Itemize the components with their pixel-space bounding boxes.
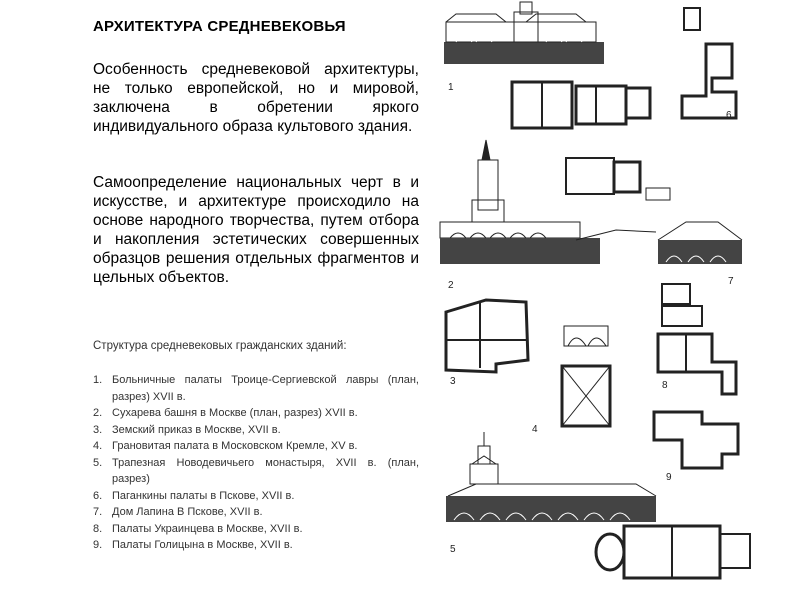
- list-item: [93, 422, 419, 439]
- list-item: [93, 372, 419, 405]
- intro-paragraph: Особенность средневековой архитектуры, не только европейской, но и мировой, заключена в обретении яркого индивидуального образа культового здания.: [93, 61, 419, 135]
- drawing-2-plan: [566, 158, 670, 200]
- label-3: 3: [450, 376, 456, 387]
- drawing-5-plan: [596, 526, 750, 578]
- list-number: 2.: [93, 407, 103, 419]
- drawing-1-section: [444, 2, 604, 93]
- list-number: 5.: [93, 456, 103, 469]
- label-6: 6: [726, 110, 732, 121]
- list-item: [93, 537, 419, 554]
- list-text: Трапезная Новодевичьего монастыря, XVII в. (план, разрез): [112, 456, 419, 485]
- list-number: 7.: [93, 506, 103, 518]
- list-text: Больничные палаты Троице-Сергиевской лавры (план, разрез) XVII в.: [112, 374, 419, 403]
- list-text: Палаты Украинцева в Москве, XVII в.: [112, 522, 303, 535]
- label-2: 2: [448, 280, 454, 291]
- second-paragraph: Самоопределение национальных черт в и искусстве, и архитектуре происходило на основе народного творчества, путем отбора и накопления эстетических совершенных образцов решения отдельных фрагментов и цельных объектов.: [93, 174, 419, 286]
- drawing-7-plan: [662, 284, 702, 326]
- drawing-4-drawings: [532, 326, 610, 435]
- list-item: [93, 455, 419, 488]
- label-1: 1: [448, 82, 454, 93]
- structure-title: Структура средневековых гражданских зданий:: [93, 340, 347, 352]
- list-item: [93, 504, 419, 521]
- label-9: 9: [666, 472, 672, 483]
- label-5: 5: [450, 544, 456, 555]
- list-text: Палаты Голицына в Москве, XVII в.: [112, 539, 293, 551]
- buildings-list: [93, 372, 419, 554]
- list-number: 8.: [93, 522, 103, 535]
- drawing-9-plan: [654, 412, 738, 483]
- label-7: 7: [728, 276, 734, 287]
- architecture-drawings: [436, 0, 766, 600]
- list-text: Дом Лапина В Пскове, XVII в.: [112, 506, 263, 518]
- drawing-7-section: [658, 222, 742, 287]
- list-number: 1.: [93, 374, 103, 386]
- slide-title: АРХИТЕКТУРА СРЕДНЕВЕКОВЬЯ: [93, 18, 346, 35]
- list-number: 3.: [93, 423, 103, 436]
- drawing-8-plan: [658, 334, 736, 394]
- list-number: 4.: [93, 440, 103, 452]
- drawing-6-plan: [682, 8, 736, 121]
- list-text: Паганкины палаты в Пскове, XVII в.: [112, 489, 295, 502]
- label-8: 8: [662, 380, 668, 391]
- list-number: 6.: [93, 489, 103, 502]
- list-text: Сухарева башня в Москве (план, разрез) XVII в.: [112, 407, 358, 419]
- list-text: Земский приказ в Москве, XVII в.: [112, 423, 281, 436]
- list-item: [93, 521, 419, 538]
- drawing-3-plan: [446, 300, 528, 387]
- list-text: Грановитая палата в Московском Кремле, XV в.: [112, 440, 358, 452]
- list-item: [93, 405, 419, 422]
- list-item: [93, 488, 419, 505]
- label-4: 4: [532, 424, 538, 435]
- list-item: [93, 438, 419, 455]
- drawing-1-plan: [512, 82, 650, 128]
- list-number: 9.: [93, 539, 103, 551]
